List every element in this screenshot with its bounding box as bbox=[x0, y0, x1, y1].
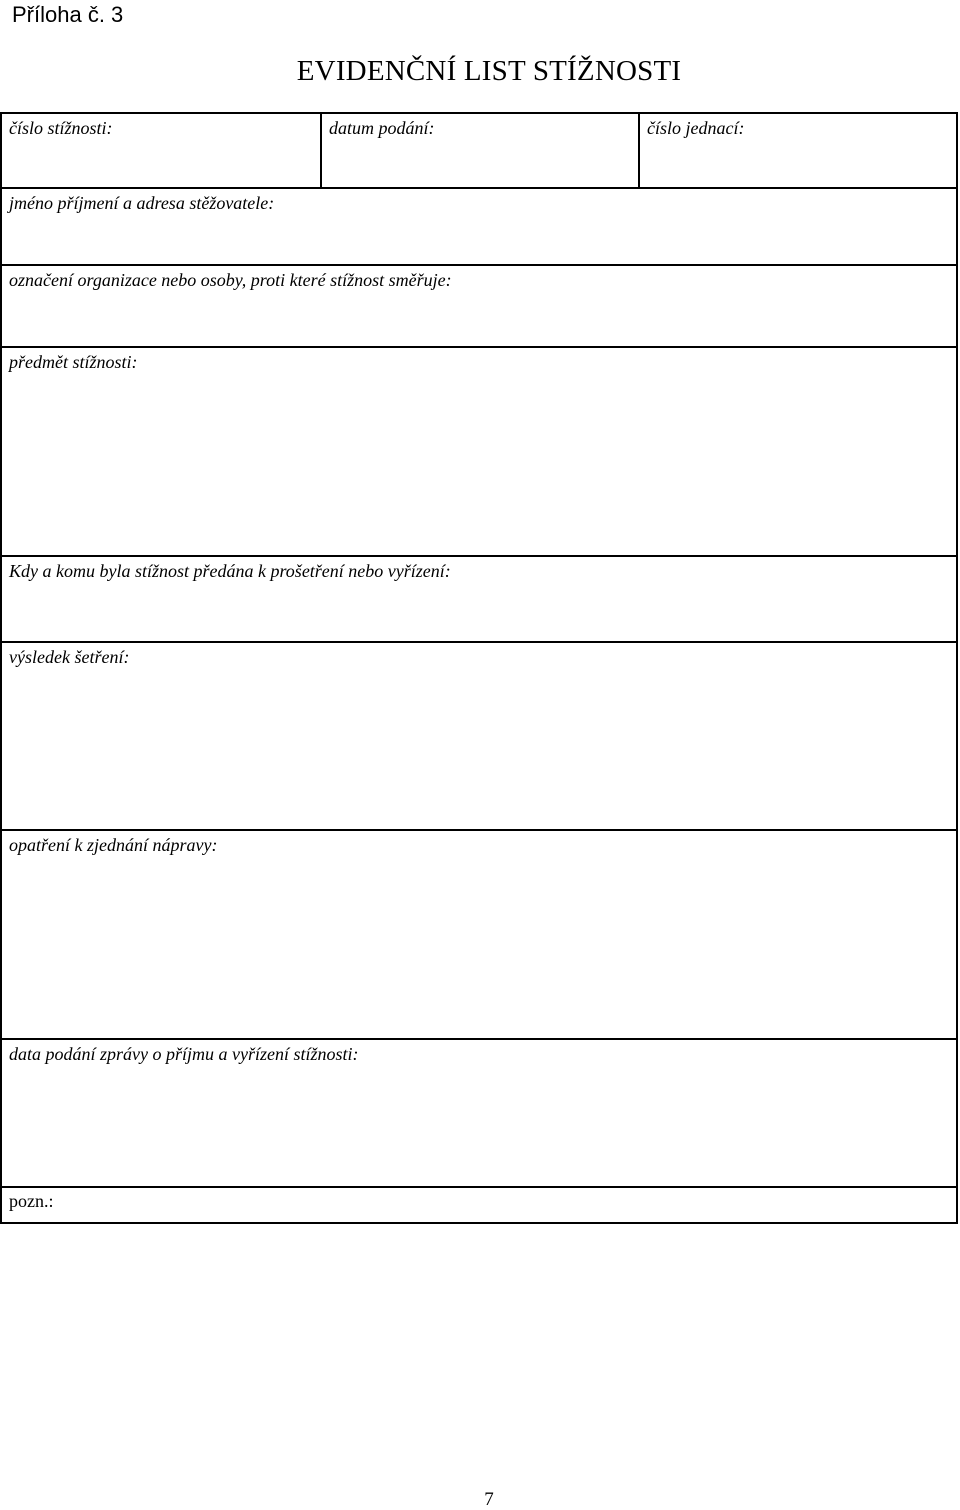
form-row-identifiers bbox=[2, 114, 956, 189]
handover-label: Kdy a komu byla stížnost předána k prošetření nebo vyřízení: bbox=[9, 561, 451, 581]
subject-label: předmět stížnosti: bbox=[9, 352, 138, 372]
result-label: výsledek šetření: bbox=[9, 647, 130, 667]
remedy-label: opatření k zjednání nápravy: bbox=[9, 835, 218, 855]
complaint-number-field[interactable] bbox=[2, 114, 320, 187]
complainant-label: jméno příjmení a adresa stěžovatele: bbox=[9, 193, 275, 213]
reference-number-field[interactable] bbox=[638, 114, 956, 187]
remedy-field[interactable] bbox=[2, 831, 956, 1040]
page-number: 7 bbox=[484, 1489, 494, 1510]
submission-date-field[interactable] bbox=[320, 114, 638, 187]
note-label: pozn.: bbox=[9, 1191, 54, 1211]
report-dates-field[interactable] bbox=[2, 1040, 956, 1188]
report-dates-label: data podání zprávy o příjmu a vyřízení stížnosti: bbox=[9, 1044, 359, 1064]
result-field[interactable] bbox=[2, 643, 956, 831]
submission-date-label: datum podání: bbox=[329, 118, 435, 138]
page-title: EVIDENČNÍ LIST STÍŽNOSTI bbox=[296, 55, 682, 87]
note-field[interactable] bbox=[2, 1188, 956, 1224]
appendix-label: Příloha č. 3 bbox=[12, 2, 124, 27]
target-field[interactable] bbox=[2, 266, 956, 348]
complaint-number-label: číslo stížnosti: bbox=[9, 118, 113, 138]
reference-number-label: číslo jednací: bbox=[647, 118, 745, 138]
handover-field[interactable] bbox=[2, 557, 956, 643]
complaint-form bbox=[0, 112, 958, 1224]
target-label: označení organizace nebo osoby, proti které stížnost směřuje: bbox=[9, 270, 452, 290]
subject-field[interactable] bbox=[2, 348, 956, 557]
complainant-field[interactable] bbox=[2, 189, 956, 266]
